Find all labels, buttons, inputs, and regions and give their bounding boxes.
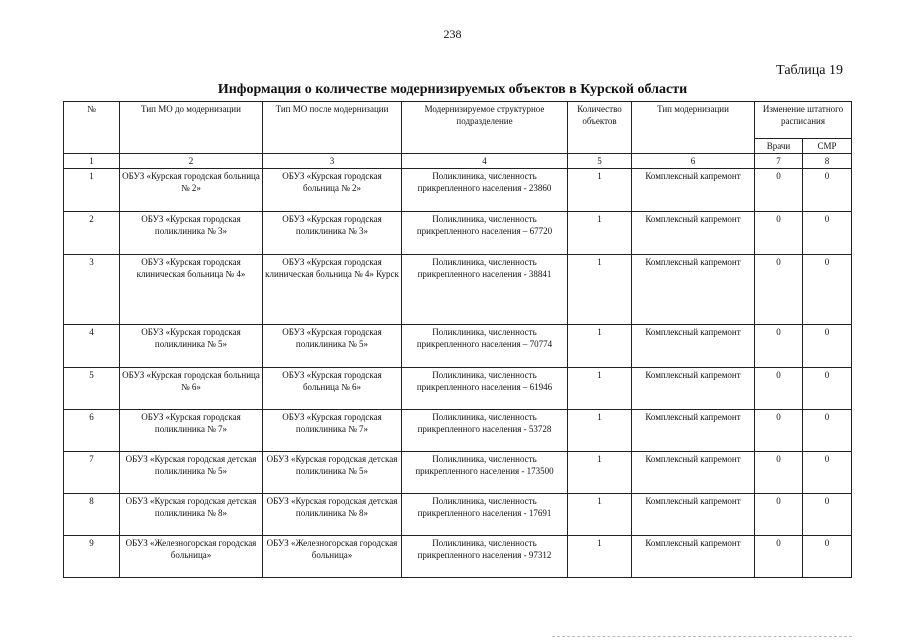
modernization-type-cell: Комплексный капремонт: [632, 494, 755, 536]
column-number: 2: [120, 154, 263, 169]
unit-cell: Поликлиника, численность прикрепленного населения - 38841: [402, 255, 568, 325]
doctors-cell: 0: [755, 325, 803, 368]
type-before-cell: ОБУЗ «Железногорская городская больница»: [120, 536, 263, 578]
header-smr: СМР: [803, 139, 852, 154]
column-number: 3: [263, 154, 402, 169]
type-before-cell: ОБУЗ «Курская городская поликлиника № 7»: [120, 410, 263, 452]
row-number: 3: [64, 255, 120, 325]
row-number: 7: [64, 452, 120, 494]
modernization-type-cell: Комплексный капремонт: [632, 368, 755, 410]
type-after-cell: ОБУЗ «Курская городская поликлиника № 5»: [263, 325, 402, 368]
count-cell: 1: [568, 169, 632, 212]
row-number: 8: [64, 494, 120, 536]
table-row: [64, 169, 852, 212]
doctors-cell: 0: [755, 452, 803, 494]
header-type-before: Тип МО до модернизации: [120, 102, 263, 154]
row-number: 5: [64, 368, 120, 410]
modernization-type-cell: Комплексный капремонт: [632, 212, 755, 255]
type-before-cell: ОБУЗ «Курская городская клиническая больница № 4»: [120, 255, 263, 325]
smr-cell: 0: [803, 368, 852, 410]
page-number: 238: [443, 27, 462, 41]
row-number: 4: [64, 325, 120, 368]
count-cell: 1: [568, 494, 632, 536]
row-number: 1: [64, 169, 120, 212]
smr-cell: 0: [803, 494, 852, 536]
type-after-cell: ОБУЗ «Курская городская больница № 2»: [263, 169, 402, 212]
doctors-cell: 0: [755, 212, 803, 255]
count-cell: 1: [568, 212, 632, 255]
row-number: 6: [64, 410, 120, 452]
header-staff-change: Изменение штатного расписания: [755, 102, 852, 139]
header-type-after: Тип МО после модернизации: [263, 102, 402, 154]
unit-cell: Поликлиника, численность прикрепленного населения - 23860: [402, 169, 568, 212]
table-row: [64, 325, 852, 368]
count-cell: 1: [568, 452, 632, 494]
table-row: [64, 255, 852, 325]
document-title: Информация о количестве модернизируемых объектов в Курской области: [217, 82, 688, 97]
type-after-cell: ОБУЗ «Курская городская детская поликлиника № 5»: [263, 452, 402, 494]
doctors-cell: 0: [755, 368, 803, 410]
type-before-cell: ОБУЗ «Курская городская поликлиника № 3»: [120, 212, 263, 255]
column-number: 7: [755, 154, 803, 169]
doctors-cell: 0: [755, 169, 803, 212]
smr-cell: 0: [803, 255, 852, 325]
modernization-type-cell: Комплексный капремонт: [632, 255, 755, 325]
modernization-type-cell: Комплексный капремонт: [632, 536, 755, 578]
count-cell: 1: [568, 536, 632, 578]
modernization-type-cell: Комплексный капремонт: [632, 325, 755, 368]
doctors-cell: 0: [755, 494, 803, 536]
objects-table: [63, 101, 852, 578]
smr-cell: 0: [803, 169, 852, 212]
modernization-type-cell: Комплексный капремонт: [632, 452, 755, 494]
table-row: [64, 212, 852, 255]
type-after-cell: ОБУЗ «Курская городская поликлиника № 3»: [263, 212, 402, 255]
smr-cell: 0: [803, 325, 852, 368]
unit-cell: Поликлиника, численность прикрепленного населения - 17691: [402, 494, 568, 536]
count-cell: 1: [568, 410, 632, 452]
type-before-cell: ОБУЗ «Курская городская больница № 6»: [120, 368, 263, 410]
unit-cell: Поликлиника, численность прикрепленного населения - 53728: [402, 410, 568, 452]
type-after-cell: ОБУЗ «Железногорская городская больница»: [263, 536, 402, 578]
smr-cell: 0: [803, 452, 852, 494]
modernization-type-cell: Комплексный капремонт: [632, 410, 755, 452]
table-row: [64, 452, 852, 494]
column-numbers-row: [64, 154, 852, 169]
header-modernization-type: Тип модернизации: [632, 102, 755, 154]
type-after-cell: ОБУЗ «Курская городская поликлиника № 7»: [263, 410, 402, 452]
unit-cell: Поликлиника, численность прикрепленного населения - 97312: [402, 536, 568, 578]
count-cell: 1: [568, 368, 632, 410]
type-before-cell: ОБУЗ «Курская городская детская поликлиника № 5»: [120, 452, 263, 494]
header-unit: Модернизируемое структурное подразделение: [402, 102, 568, 154]
count-cell: 1: [568, 325, 632, 368]
doctors-cell: 0: [755, 536, 803, 578]
table-row: [64, 536, 852, 578]
unit-cell: Поликлиника, численность прикрепленного населения – 67720: [402, 212, 568, 255]
type-after-cell: ОБУЗ «Курская городская детская поликлиника № 8»: [263, 494, 402, 536]
column-number: 1: [64, 154, 120, 169]
type-before-cell: ОБУЗ «Курская городская больница № 2»: [120, 169, 263, 212]
table-row: [64, 494, 852, 536]
footer-divider: [552, 636, 852, 638]
header-count: Количество объектов: [568, 102, 632, 154]
table-row: [64, 410, 852, 452]
row-number: 2: [64, 212, 120, 255]
column-number: 5: [568, 154, 632, 169]
modernization-type-cell: Комплексный капремонт: [632, 169, 755, 212]
count-cell: 1: [568, 255, 632, 325]
header-num: №: [64, 102, 120, 154]
column-number: 8: [803, 154, 852, 169]
column-number: 6: [632, 154, 755, 169]
column-number: 4: [402, 154, 568, 169]
table-row: [64, 368, 852, 410]
unit-cell: Поликлиника, численность прикрепленного населения - 173500: [402, 452, 568, 494]
smr-cell: 0: [803, 410, 852, 452]
smr-cell: 0: [803, 212, 852, 255]
table-label: Таблица 19: [776, 63, 843, 78]
unit-cell: Поликлиника, численность прикрепленного населения – 70774: [402, 325, 568, 368]
doctors-cell: 0: [755, 410, 803, 452]
header-doctors: Врачи: [755, 139, 803, 154]
smr-cell: 0: [803, 536, 852, 578]
unit-cell: Поликлиника, численность прикрепленного населения – 61946: [402, 368, 568, 410]
type-before-cell: ОБУЗ «Курская городская поликлиника № 5»: [120, 325, 263, 368]
row-number: 9: [64, 536, 120, 578]
type-after-cell: ОБУЗ «Курская городская клиническая больница № 4» Курск: [263, 255, 402, 325]
doctors-cell: 0: [755, 255, 803, 325]
type-before-cell: ОБУЗ «Курская городская детская поликлиника № 8»: [120, 494, 263, 536]
type-after-cell: ОБУЗ «Курская городская больница № 6»: [263, 368, 402, 410]
